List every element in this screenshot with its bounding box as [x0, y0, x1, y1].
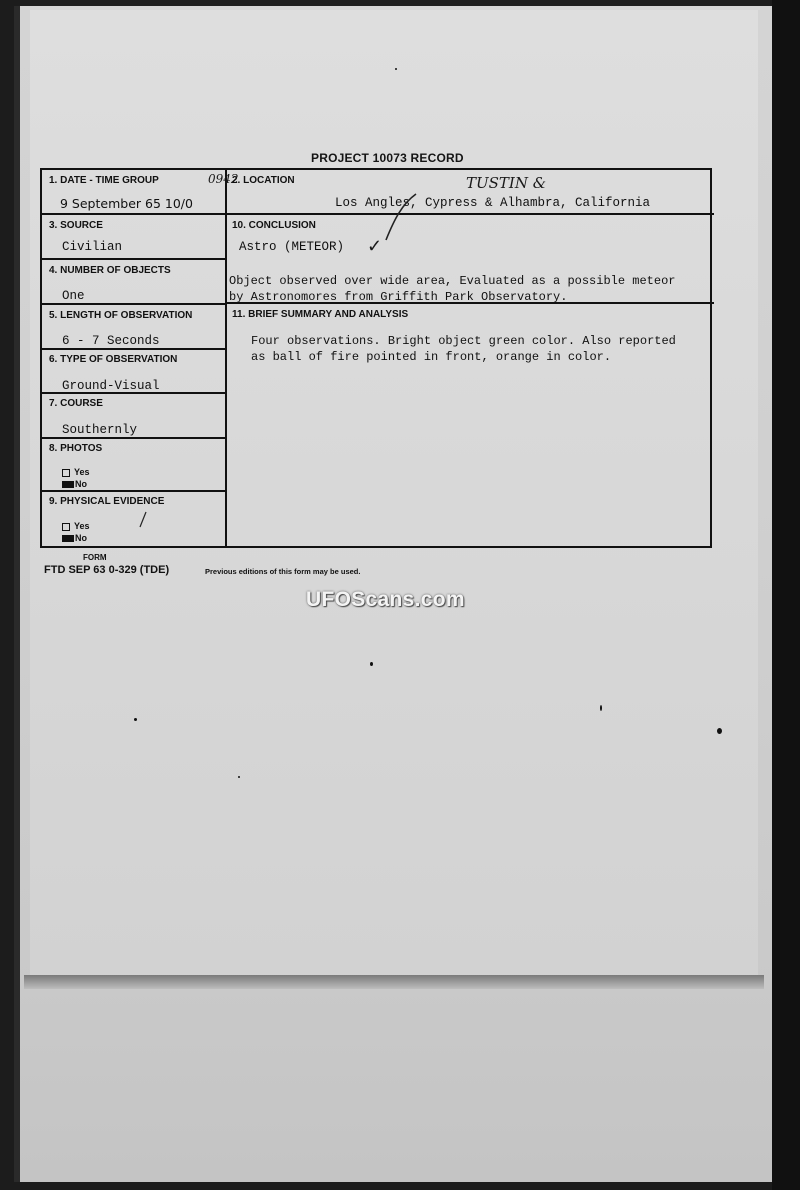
conclusion-note-line2: by Astronomores from Griffith Park Observatory.	[229, 290, 568, 304]
watermark: UFOScans.com	[306, 588, 465, 611]
course-label: 7. COURSE	[49, 398, 103, 409]
row-divider	[42, 303, 226, 305]
number-of-objects-label: 4. NUMBER OF OBJECTS	[49, 265, 171, 276]
checkbox-icon	[62, 523, 70, 531]
conclusion-label: 10. CONCLUSION	[232, 220, 316, 231]
checked-box-icon	[62, 535, 74, 542]
footer-form-id: FTD SEP 63 0-329 (TDE)	[44, 564, 170, 576]
conclusion-check-mark: ✓	[367, 236, 383, 257]
footer-form-word: FORM	[83, 553, 107, 562]
scan-speck	[370, 662, 373, 666]
page-edge-shadow	[24, 975, 764, 989]
row-divider	[42, 490, 226, 492]
summary-label: 11. BRIEF SUMMARY AND ANALYSIS	[232, 309, 409, 320]
source-label: 3. SOURCE	[49, 220, 103, 231]
scan-speck	[395, 68, 397, 70]
scan-speck	[600, 705, 602, 711]
pen-stroke-icon	[137, 510, 149, 530]
checked-box-icon	[62, 481, 74, 488]
source-value: Civilian	[62, 240, 123, 254]
scan-speck	[238, 776, 240, 778]
row-divider	[42, 437, 226, 439]
course-value: Southernly	[62, 423, 138, 437]
scan-border	[772, 0, 800, 1190]
length-of-observation-label: 5. LENGTH OF OBSERVATION	[49, 310, 193, 321]
photos-no-label: No	[75, 479, 87, 489]
date-time-handwritten: 0942	[208, 172, 239, 186]
photos-yes-label: Yes	[74, 467, 90, 477]
footer-note: Previous editions of this form may be used.	[205, 567, 361, 576]
number-of-objects-value: One	[62, 289, 85, 303]
summary-line1: Four observations. Bright object green color. Also reported	[251, 334, 676, 348]
scan-speck	[717, 728, 722, 734]
location-label: 2. LOCATION	[232, 175, 295, 186]
location-handwritten: TUSTIN &	[466, 174, 547, 192]
record-form	[40, 168, 712, 548]
type-of-observation-label: 6. TYPE OF OBSERVATION	[49, 354, 178, 365]
physical-evidence-label: 9. PHYSICAL EVIDENCE	[49, 496, 165, 507]
date-time-label: 1. DATE - TIME GROUP	[49, 175, 159, 186]
scan-speck	[134, 718, 137, 721]
photos-label: 8. PHOTOS	[49, 443, 103, 454]
handwritten-arrow-icon	[372, 190, 422, 250]
photos-yes-option	[62, 467, 90, 477]
checkbox-icon	[62, 469, 70, 477]
row-divider	[42, 348, 226, 350]
type-of-observation-value: Ground-Visual	[62, 379, 160, 393]
location-value: Los Angles, Cypress & Alhambra, California	[335, 196, 651, 210]
physical-no-option	[62, 533, 87, 543]
date-time-value: 9 September 65 10/0	[60, 196, 193, 211]
physical-yes-option	[62, 521, 90, 531]
photos-no-option	[62, 479, 87, 489]
conclusion-value: Astro (METEOR)	[239, 240, 345, 254]
length-of-observation-value: 6 - 7 Seconds	[62, 334, 160, 348]
summary-line2: as ball of fire pointed in front, orange in color.	[251, 350, 612, 364]
form-title: PROJECT 10073 RECORD	[311, 151, 464, 165]
row-divider	[226, 213, 714, 215]
row-divider	[42, 258, 226, 260]
row-divider	[42, 213, 226, 215]
physical-yes-label: Yes	[74, 521, 90, 531]
physical-no-label: No	[75, 533, 87, 543]
conclusion-note-line1: Object observed over wide area, Evaluated as a possible meteor	[229, 274, 676, 288]
